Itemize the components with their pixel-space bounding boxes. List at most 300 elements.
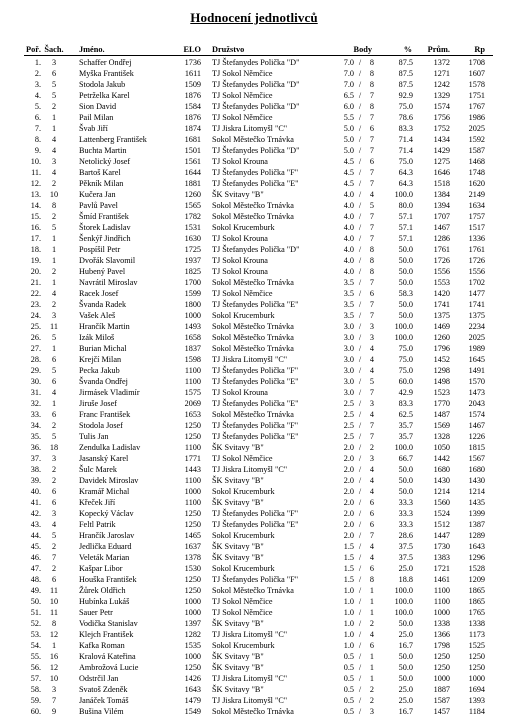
row-games: 4: [369, 542, 374, 551]
table-row: [0, 332, 508, 343]
table-row: [0, 497, 508, 508]
row-average: 1271: [433, 69, 450, 78]
row-team: TJ Štefanydes Polička "E": [212, 520, 299, 529]
row-games: 8: [369, 58, 374, 67]
row-average: 1447: [433, 531, 450, 540]
row-performance: 1525: [468, 641, 485, 650]
row-rank: 56.: [30, 663, 41, 672]
row-slash: /: [358, 113, 362, 122]
row-games: 1: [369, 597, 374, 606]
row-name: Sion David: [79, 102, 117, 111]
row-average: 1275: [433, 157, 450, 166]
row-points: 1.0: [343, 641, 354, 650]
row-points: 4.0: [343, 201, 354, 210]
row-points: 1.5: [343, 542, 354, 551]
row-name: Kašpar Libor: [79, 564, 123, 573]
row-team: TJ Jiskra Litomyšl "C": [212, 124, 288, 133]
row-performance: 1694: [468, 685, 485, 694]
row-percent: 50.0: [398, 245, 413, 254]
row-name: Dvořák Slavomil: [79, 256, 136, 265]
row-team: Sokol Krucemburk: [212, 531, 275, 540]
row-performance: 1435: [468, 498, 485, 507]
row-name: Ambrožová Lucie: [79, 663, 139, 672]
row-board: 1: [51, 399, 57, 408]
row-average: 1394: [433, 201, 450, 210]
row-percent: 50.0: [398, 311, 413, 320]
row-games: 7: [369, 278, 374, 287]
row-slash: /: [358, 564, 362, 573]
row-performance: 1214: [468, 487, 485, 496]
row-points: 7.0: [343, 69, 354, 78]
row-average: 1726: [433, 256, 450, 265]
table-row: [0, 277, 508, 288]
table-row: [0, 541, 508, 552]
row-team: TJ Štefanydes Polička "D": [212, 58, 300, 67]
row-average: 1375: [433, 311, 450, 320]
row-games: 1: [369, 586, 374, 595]
row-slash: /: [358, 674, 362, 683]
row-games: 4: [369, 465, 374, 474]
row-points: 0.5: [343, 696, 354, 705]
row-name: Švanda Ondřej: [79, 377, 128, 386]
row-percent: 75.0: [398, 157, 413, 166]
row-slash: /: [358, 190, 362, 199]
row-name: Sauer Petr: [79, 608, 113, 617]
row-elo: 1736: [184, 58, 201, 67]
row-performance: 1184: [468, 707, 485, 716]
table-row: [0, 211, 508, 222]
row-team: TJ Sokol Krouna: [212, 157, 268, 166]
table-row: [0, 79, 508, 90]
row-points: 0.5: [343, 685, 354, 694]
row-games: 7: [369, 300, 374, 309]
row-slash: /: [358, 586, 362, 595]
row-average: 1524: [433, 509, 450, 518]
row-board: 3: [51, 685, 57, 694]
row-games: 7: [369, 234, 374, 243]
row-average: 1518: [433, 179, 450, 188]
row-elo: 1825: [184, 267, 201, 276]
row-name: Kučera Jan: [79, 190, 116, 199]
row-team: TJ Štefanydes Polička "F": [212, 168, 299, 177]
row-board: 6: [51, 69, 57, 78]
row-average: 1752: [433, 124, 450, 133]
row-games: 8: [369, 102, 374, 111]
row-percent: 64.3: [398, 168, 413, 177]
row-percent: 25.0: [398, 630, 413, 639]
table-row: [0, 585, 508, 596]
row-elo: 1250: [184, 421, 201, 430]
table-row: [0, 420, 508, 431]
row-percent: 50.0: [398, 674, 413, 683]
row-board: 6: [51, 410, 57, 419]
row-performance: 1645: [468, 355, 485, 364]
row-rank: 52.: [30, 619, 41, 628]
row-average: 1730: [433, 542, 450, 551]
row-games: 7: [369, 179, 374, 188]
row-performance: 1815: [468, 443, 485, 452]
row-games: 4: [369, 366, 374, 375]
row-elo: 1501: [184, 146, 201, 155]
row-average: 1798: [433, 641, 450, 650]
row-board: 3: [51, 58, 57, 67]
row-name: Pavlů Pavel: [79, 201, 118, 210]
row-performance: 1528: [468, 564, 485, 573]
row-performance: 1567: [468, 454, 485, 463]
row-name: Kramář Michal: [79, 487, 130, 496]
row-slash: /: [358, 289, 362, 298]
row-board: 4: [51, 135, 57, 144]
row-slash: /: [358, 454, 362, 463]
header-elo: ELO: [183, 45, 201, 54]
row-percent: 80.0: [398, 201, 413, 210]
row-team: TJ Sokol Němčice: [212, 454, 273, 463]
row-board: 4: [51, 146, 57, 155]
row-points: 3.5: [343, 311, 354, 320]
row-percent: 75.0: [398, 355, 413, 364]
row-elo: 1725: [184, 245, 201, 254]
row-name: Křeček Jiří: [79, 498, 116, 507]
row-average: 1298: [433, 366, 450, 375]
row-performance: 1634: [468, 201, 485, 210]
row-performance: 1680: [468, 465, 485, 474]
row-performance: 1468: [468, 157, 485, 166]
row-performance: 1643: [468, 542, 485, 551]
row-board: 5: [51, 366, 57, 375]
row-name: Veleták Marian: [79, 553, 130, 562]
row-rank: 55.: [30, 652, 41, 661]
row-games: 3: [369, 707, 374, 716]
row-team: TJ Sokol Němčice: [212, 608, 273, 617]
row-elo: 1000: [184, 597, 201, 606]
row-average: 1452: [433, 355, 450, 364]
row-performance: 1765: [468, 608, 485, 617]
row-points: 0.5: [343, 652, 354, 661]
row-games: 4: [369, 487, 374, 496]
row-elo: 1250: [184, 575, 201, 584]
row-team: TJ Štefanydes Polička "F": [212, 366, 299, 375]
row-rank: 24.: [30, 311, 41, 320]
row-percent: 83.3: [398, 124, 413, 133]
row-elo: 1630: [184, 234, 201, 243]
row-elo: 1260: [184, 190, 201, 199]
row-elo: 1937: [184, 256, 201, 265]
row-percent: 64.3: [398, 179, 413, 188]
row-board: 4: [51, 520, 57, 529]
row-team: TJ Štefanydes Polička "D": [212, 245, 300, 254]
row-games: 7: [369, 311, 374, 320]
row-slash: /: [358, 212, 362, 221]
row-average: 1434: [433, 135, 450, 144]
row-games: 5: [369, 201, 374, 210]
row-points: 1.0: [343, 597, 354, 606]
row-rank: 42.: [30, 509, 41, 518]
row-team: Sokol Městečko Trnávka: [212, 344, 294, 353]
row-name: Švanda Radek: [79, 300, 127, 309]
row-rank: 15.: [30, 212, 41, 221]
row-average: 1487: [433, 410, 450, 419]
row-elo: 1250: [184, 509, 201, 518]
header-pct: %: [403, 45, 412, 54]
row-points: 2.0: [343, 509, 354, 518]
row-board: 2: [51, 300, 57, 309]
table-row: [0, 596, 508, 607]
row-average: 1366: [433, 630, 450, 639]
row-name: Stodola Josef: [79, 421, 123, 430]
row-performance: 1467: [468, 421, 485, 430]
row-rank: 30.: [30, 377, 41, 386]
row-points: 0.5: [343, 674, 354, 683]
table-row: [0, 519, 508, 530]
row-performance: 1986: [468, 113, 485, 122]
row-slash: /: [358, 80, 362, 89]
row-performance: 1473: [468, 388, 485, 397]
row-name: Houška František: [79, 575, 137, 584]
row-games: 6: [369, 520, 374, 529]
row-games: 6: [369, 509, 374, 518]
row-percent: 33.3: [398, 509, 413, 518]
table-row: [0, 233, 508, 244]
row-points: 4.0: [343, 190, 354, 199]
row-rank: 25.: [30, 322, 41, 331]
row-name: Odstrčil Jan: [79, 674, 119, 683]
row-name: Jirmásek Vladimír: [79, 388, 140, 397]
row-slash: /: [358, 553, 362, 562]
row-percent: 37.5: [398, 542, 413, 551]
header-druzstvo: Družstvo: [212, 45, 245, 54]
row-board: 2: [51, 421, 57, 430]
row-board: 11: [50, 586, 58, 595]
row-percent: 16.7: [398, 641, 413, 650]
row-rank: 29.: [30, 366, 41, 375]
row-team: Sokol Městečko Trnávka: [212, 410, 294, 419]
row-performance: 1430: [468, 476, 485, 485]
table-row: [0, 387, 508, 398]
row-average: 1553: [433, 278, 450, 287]
row-team: TJ Štefanydes Polička "E": [212, 377, 299, 386]
row-points: 4.5: [343, 179, 354, 188]
table-row: [0, 178, 508, 189]
row-name: Hrančík Jaroslav: [79, 531, 135, 540]
table-row: [0, 629, 508, 640]
row-percent: 75.0: [398, 366, 413, 375]
row-board: 1: [51, 344, 57, 353]
row-rank: 10.: [30, 157, 41, 166]
row-elo: 1658: [184, 333, 201, 342]
row-board: 1: [51, 245, 57, 254]
row-team: TJ Štefanydes Polička "F": [212, 509, 299, 518]
table-row: [0, 706, 508, 717]
row-board: 9: [51, 707, 57, 716]
table-row: [0, 442, 508, 453]
row-name: Bartoš Karel: [79, 168, 121, 177]
row-percent: 33.3: [398, 520, 413, 529]
row-performance: 2043: [468, 399, 485, 408]
row-games: 3: [369, 454, 374, 463]
row-points: 1.0: [343, 619, 354, 628]
row-performance: 1338: [468, 619, 485, 628]
row-team: TJ Sokol Krouna: [212, 388, 268, 397]
table-row: [0, 354, 508, 365]
table-row: [0, 145, 508, 156]
table-row: [0, 255, 508, 266]
row-team: TJ Štefanydes Polička "F": [212, 575, 299, 584]
row-board: 2: [51, 542, 57, 551]
row-points: 1.5: [343, 564, 354, 573]
row-games: 4: [369, 344, 374, 353]
row-slash: /: [358, 542, 362, 551]
row-board: 8: [51, 619, 57, 628]
row-board: 6: [51, 377, 57, 386]
row-elo: 1531: [184, 223, 201, 232]
row-name: Izák Miloš: [79, 333, 115, 342]
row-elo: 1378: [184, 553, 201, 562]
row-name: Netolický Josef: [79, 157, 131, 166]
table-row: [0, 695, 508, 706]
row-slash: /: [358, 597, 362, 606]
row-name: Pail Milan: [79, 113, 114, 122]
row-slash: /: [358, 91, 362, 100]
table-row: [0, 123, 508, 134]
row-board: 6: [51, 575, 57, 584]
row-points: 5.0: [343, 146, 354, 155]
table-row: [0, 266, 508, 277]
row-team: Sokol Krucemburk: [212, 223, 275, 232]
row-board: 7: [51, 696, 57, 705]
row-elo: 1598: [184, 355, 201, 364]
row-name: Myška František: [79, 69, 134, 78]
row-rank: 2.: [34, 69, 41, 78]
row-performance: 1296: [468, 553, 485, 562]
row-elo: 1282: [184, 630, 201, 639]
row-games: 6: [369, 641, 374, 650]
row-team: TJ Sokol Krouna: [212, 234, 268, 243]
row-board: 1: [51, 113, 57, 122]
row-rank: 3.: [34, 80, 41, 89]
row-points: 3.0: [343, 355, 354, 364]
row-name: Švab Jiří: [79, 124, 108, 133]
row-slash: /: [358, 498, 362, 507]
row-points: 2.5: [343, 432, 354, 441]
row-board: 6: [51, 355, 57, 364]
row-rank: 41.: [30, 498, 41, 507]
row-average: 1338: [433, 619, 450, 628]
row-rank: 50.: [30, 597, 41, 606]
table-row: [0, 134, 508, 145]
row-performance: 1517: [468, 223, 485, 232]
row-rank: 31.: [30, 388, 41, 397]
row-team: ŠK Svitavy "B": [212, 476, 264, 485]
row-board: 2: [51, 179, 57, 188]
row-average: 1384: [433, 190, 450, 199]
row-performance: 1387: [468, 520, 485, 529]
table-row: [0, 299, 508, 310]
row-team: Sokol Městečko Trnávka: [212, 212, 294, 221]
row-games: 8: [369, 256, 374, 265]
row-slash: /: [358, 124, 362, 133]
row-elo: 1653: [184, 410, 201, 419]
row-rank: 4.: [34, 91, 41, 100]
row-team: TJ Sokol Krouna: [212, 256, 268, 265]
row-points: 3.0: [343, 333, 354, 342]
row-rank: 53.: [30, 630, 41, 639]
row-rank: 47.: [30, 564, 41, 573]
row-elo: 1000: [184, 487, 201, 496]
row-points: 4.0: [343, 245, 354, 254]
row-average: 1761: [433, 245, 450, 254]
row-performance: 1336: [468, 234, 485, 243]
row-games: 4: [369, 630, 374, 639]
row-team: ŠK Svitavy "B": [212, 190, 264, 199]
row-games: 7: [369, 168, 374, 177]
row-team: Sokol Městečko Trnávka: [212, 333, 294, 342]
row-games: 1: [369, 674, 374, 683]
table-row: [0, 167, 508, 178]
row-games: 7: [369, 223, 374, 232]
table-row: [0, 189, 508, 200]
row-percent: 100.0: [394, 190, 413, 199]
row-games: 6: [369, 157, 374, 166]
row-name: Kafka Roman: [79, 641, 125, 650]
row-name: Pospíšil Petr: [79, 245, 121, 254]
row-average: 1741: [433, 300, 450, 309]
row-points: 4.0: [343, 267, 354, 276]
table-row: [0, 376, 508, 387]
row-performance: 1751: [468, 91, 485, 100]
row-elo: 1681: [184, 135, 201, 144]
row-rank: 13.: [30, 190, 41, 199]
row-slash: /: [358, 465, 362, 474]
row-games: 4: [369, 190, 374, 199]
row-team: TJ Štefanydes Polička "D": [212, 102, 300, 111]
row-rank: 57.: [30, 674, 41, 683]
row-rank: 51.: [30, 608, 41, 617]
table-row: [0, 244, 508, 255]
row-percent: 75.0: [398, 102, 413, 111]
row-games: 7: [369, 146, 374, 155]
row-rank: 21.: [30, 278, 41, 287]
row-board: 3: [51, 157, 57, 166]
row-name: Svatoš Zdeněk: [79, 685, 128, 694]
row-board: 4: [51, 168, 57, 177]
row-rank: 8.: [34, 135, 41, 144]
row-games: 7: [369, 432, 374, 441]
row-games: 4: [369, 410, 374, 419]
row-team: Sokol Krucemburk: [212, 564, 275, 573]
row-points: 3.0: [343, 366, 354, 375]
row-board: 5: [51, 432, 57, 441]
table-row: [0, 321, 508, 332]
row-rank: 26.: [30, 333, 41, 342]
row-board: 2: [51, 212, 57, 221]
row-elo: 1876: [184, 113, 201, 122]
row-slash: /: [358, 520, 362, 529]
row-points: 3.0: [343, 388, 354, 397]
header-jmeno: Jméno.: [79, 45, 105, 54]
row-points: 4.5: [343, 157, 354, 166]
row-points: 2.0: [343, 520, 354, 529]
row-games: 8: [369, 245, 374, 254]
row-percent: 42.9: [398, 388, 413, 397]
row-performance: 1250: [468, 652, 485, 661]
row-rank: 33.: [30, 410, 41, 419]
row-team: TJ Sokol Němčice: [212, 69, 273, 78]
row-games: 7: [369, 212, 374, 221]
row-games: 7: [369, 113, 374, 122]
row-elo: 1100: [184, 476, 201, 485]
row-performance: 1393: [468, 696, 485, 705]
row-percent: 35.7: [398, 432, 413, 441]
